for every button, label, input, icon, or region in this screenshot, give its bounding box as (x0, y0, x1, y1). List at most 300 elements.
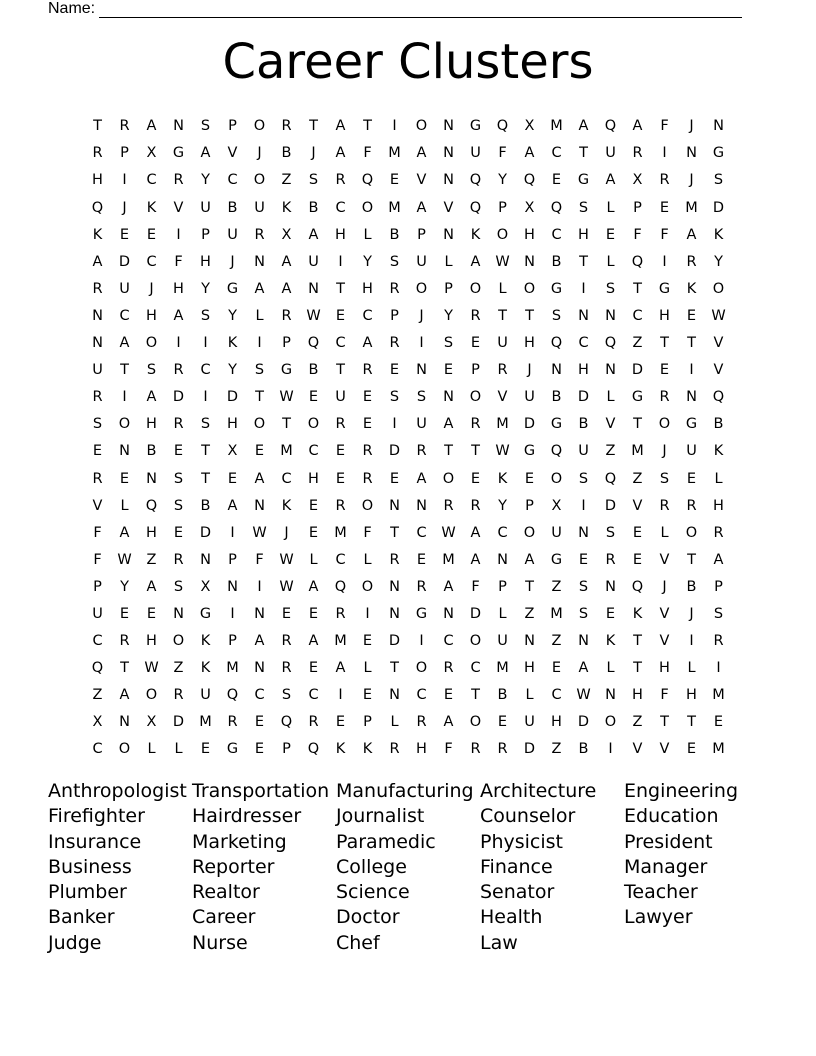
grid-letter[interactable]: U (227, 226, 238, 243)
grid-letter[interactable]: E (524, 470, 535, 487)
grid-letter[interactable]: E (308, 389, 319, 406)
grid-letter[interactable]: O (523, 280, 536, 297)
grid-letter[interactable]: N (200, 551, 211, 568)
grid-letter[interactable]: Z (632, 470, 643, 487)
grid-letter[interactable]: B (281, 145, 292, 162)
grid-letter[interactable]: R (335, 416, 346, 433)
grid-letter[interactable]: N (686, 389, 697, 406)
grid-letter[interactable]: H (173, 280, 184, 297)
grid-letter[interactable]: N (119, 714, 130, 731)
grid-letter[interactable]: Q (550, 335, 563, 352)
grid-letter[interactable]: Z (173, 660, 184, 677)
grid-letter[interactable]: O (253, 118, 266, 135)
grid-letter[interactable]: H (200, 253, 211, 270)
grid-letter[interactable]: H (146, 633, 157, 650)
grid-letter[interactable]: E (335, 470, 346, 487)
grid-letter[interactable]: P (282, 741, 291, 758)
grid-letter[interactable]: R (92, 280, 103, 297)
grid-letter[interactable]: A (416, 199, 427, 216)
grid-letter[interactable]: I (122, 172, 127, 189)
grid-letter[interactable]: G (550, 551, 563, 568)
grid-letter[interactable]: R (605, 551, 616, 568)
grid-letter[interactable]: O (253, 416, 266, 433)
grid-letter[interactable]: N (443, 172, 454, 189)
grid-letter[interactable]: R (281, 307, 292, 324)
grid-letter[interactable]: F (444, 741, 453, 758)
grid-letter[interactable]: E (551, 172, 562, 189)
grid-letter[interactable]: E (659, 199, 670, 216)
grid-letter[interactable]: I (338, 253, 343, 270)
grid-letter[interactable]: R (470, 497, 481, 514)
grid-letter[interactable]: O (118, 741, 131, 758)
grid-letter[interactable]: Q (604, 470, 617, 487)
grid-letter[interactable]: P (228, 551, 237, 568)
grid-letter[interactable]: N (551, 362, 562, 379)
grid-letter[interactable]: U (119, 280, 130, 297)
grid-letter[interactable]: R (335, 605, 346, 622)
grid-letter[interactable]: M (685, 199, 698, 216)
grid-letter[interactable]: L (714, 470, 723, 487)
grid-letter[interactable]: A (470, 524, 481, 541)
grid-letter[interactable]: S (578, 199, 589, 216)
grid-letter[interactable]: N (119, 443, 130, 460)
grid-letter[interactable]: B (713, 416, 724, 433)
grid-letter[interactable]: D (523, 416, 536, 433)
grid-letter[interactable]: R (686, 497, 697, 514)
grid-letter[interactable]: N (713, 118, 724, 135)
grid-letter[interactable]: V (659, 605, 670, 622)
grid-letter[interactable]: L (444, 253, 453, 270)
grid-letter[interactable]: V (497, 389, 508, 406)
grid-letter[interactable]: R (362, 362, 373, 379)
grid-letter[interactable]: C (497, 524, 508, 541)
grid-letter[interactable]: E (254, 443, 265, 460)
grid-letter[interactable]: Z (551, 633, 562, 650)
grid-letter[interactable]: E (362, 687, 373, 704)
grid-letter[interactable]: L (660, 524, 669, 541)
grid-letter[interactable]: A (443, 714, 454, 731)
grid-letter[interactable]: V (173, 199, 184, 216)
grid-letter[interactable]: I (203, 389, 208, 406)
grid-letter[interactable]: G (685, 416, 698, 433)
grid-letter[interactable]: B (200, 497, 211, 514)
grid-letter[interactable]: G (550, 280, 563, 297)
grid-letter[interactable]: D (523, 741, 536, 758)
grid-letter[interactable]: U (524, 389, 535, 406)
grid-letter[interactable]: A (470, 551, 481, 568)
grid-letter[interactable]: N (389, 497, 400, 514)
grid-letter[interactable]: H (686, 687, 697, 704)
grid-letter[interactable]: J (689, 172, 694, 189)
grid-letter[interactable]: Z (524, 605, 535, 622)
grid-letter[interactable]: L (363, 551, 372, 568)
grid-letter[interactable]: K (470, 226, 481, 243)
grid-letter[interactable]: R (119, 633, 130, 650)
grid-letter[interactable]: H (524, 335, 535, 352)
grid-letter[interactable]: T (633, 633, 642, 650)
grid-letter[interactable]: G (226, 280, 239, 297)
grid-letter[interactable]: T (120, 660, 129, 677)
grid-letter[interactable]: B (146, 443, 157, 460)
grid-letter[interactable]: T (660, 335, 669, 352)
grid-letter[interactable]: U (605, 145, 616, 162)
grid-letter[interactable]: S (578, 470, 589, 487)
grid-letter[interactable]: H (632, 687, 643, 704)
grid-letter[interactable]: B (578, 416, 589, 433)
grid-letter[interactable]: C (551, 687, 562, 704)
grid-letter[interactable]: W (306, 307, 321, 324)
grid-letter[interactable]: B (389, 226, 400, 243)
grid-letter[interactable]: T (633, 660, 642, 677)
grid-letter[interactable]: L (363, 660, 372, 677)
grid-letter[interactable]: Q (226, 687, 239, 704)
grid-letter[interactable]: E (659, 362, 670, 379)
grid-letter[interactable]: R (173, 687, 184, 704)
grid-letter[interactable]: A (119, 335, 130, 352)
grid-letter[interactable]: L (147, 741, 156, 758)
grid-letter[interactable]: I (176, 226, 181, 243)
grid-letter[interactable]: N (254, 497, 265, 514)
grid-letter[interactable]: D (172, 389, 185, 406)
grid-letter[interactable]: I (419, 335, 424, 352)
grid-letter[interactable]: S (605, 280, 616, 297)
grid-letter[interactable]: K (281, 199, 292, 216)
grid-letter[interactable]: N (497, 551, 508, 568)
grid-letter[interactable]: D (226, 389, 239, 406)
grid-letter[interactable]: R (335, 172, 346, 189)
grid-letter[interactable]: I (122, 389, 127, 406)
grid-letter[interactable]: A (308, 578, 319, 595)
grid-letter[interactable]: U (335, 389, 346, 406)
grid-letter[interactable]: I (608, 741, 613, 758)
grid-letter[interactable]: B (578, 741, 589, 758)
grid-letter[interactable]: A (416, 145, 427, 162)
grid-letter[interactable]: R (443, 660, 454, 677)
grid-letter[interactable]: J (230, 253, 235, 270)
grid-letter[interactable]: R (362, 443, 373, 460)
grid-letter[interactable]: D (469, 605, 482, 622)
grid-letter[interactable]: U (416, 253, 427, 270)
grid-letter[interactable]: T (525, 307, 534, 324)
grid-letter[interactable]: E (335, 443, 346, 460)
grid-letter[interactable]: N (308, 280, 319, 297)
grid-letter[interactable]: R (659, 389, 670, 406)
grid-letter[interactable]: N (605, 362, 616, 379)
grid-letter[interactable]: I (338, 687, 343, 704)
grid-letter[interactable]: K (362, 741, 373, 758)
grid-letter[interactable]: N (92, 307, 103, 324)
grid-letter[interactable]: A (281, 280, 292, 297)
grid-letter[interactable]: K (497, 470, 508, 487)
grid-letter[interactable]: N (173, 118, 184, 135)
grid-letter[interactable]: G (712, 145, 725, 162)
grid-letter[interactable]: K (281, 497, 292, 514)
grid-letter[interactable]: N (443, 145, 454, 162)
grid-letter[interactable]: E (443, 362, 454, 379)
grid-letter[interactable]: Z (551, 578, 562, 595)
grid-letter[interactable]: N (389, 687, 400, 704)
grid-letter[interactable]: O (415, 280, 428, 297)
grid-letter[interactable]: E (173, 443, 184, 460)
grid-letter[interactable]: W (279, 389, 294, 406)
grid-letter[interactable]: U (551, 524, 562, 541)
grid-letter[interactable]: E (713, 714, 724, 731)
grid-letter[interactable]: F (255, 551, 264, 568)
grid-letter[interactable]: A (92, 253, 103, 270)
grid-letter[interactable]: G (631, 389, 644, 406)
grid-letter[interactable]: T (282, 416, 291, 433)
grid-letter[interactable]: L (606, 253, 615, 270)
grid-letter[interactable]: B (551, 389, 562, 406)
grid-letter[interactable]: F (498, 145, 507, 162)
grid-letter[interactable]: R (92, 470, 103, 487)
grid-letter[interactable]: N (524, 253, 535, 270)
grid-letter[interactable]: T (687, 714, 696, 731)
grid-letter[interactable]: D (388, 443, 401, 460)
grid-letter[interactable]: V (632, 497, 643, 514)
grid-letter[interactable]: N (443, 118, 454, 135)
grid-letter[interactable]: H (578, 362, 589, 379)
grid-letter[interactable]: V (713, 335, 724, 352)
grid-letter[interactable]: G (280, 362, 293, 379)
grid-letter[interactable]: N (173, 605, 184, 622)
grid-letter[interactable]: E (470, 470, 481, 487)
grid-letter[interactable]: M (550, 605, 563, 622)
grid-letter[interactable]: I (230, 524, 235, 541)
grid-letter[interactable]: X (632, 172, 643, 189)
grid-letter[interactable]: C (146, 172, 157, 189)
grid-letter[interactable]: D (577, 714, 590, 731)
grid-letter[interactable]: G (658, 280, 671, 297)
grid-letter[interactable]: R (92, 145, 103, 162)
grid-letter[interactable]: T (336, 362, 345, 379)
grid-letter[interactable]: T (255, 389, 264, 406)
grid-letter[interactable]: K (146, 199, 157, 216)
grid-letter[interactable]: O (253, 172, 266, 189)
grid-letter[interactable]: A (119, 687, 130, 704)
grid-letter[interactable]: U (497, 335, 508, 352)
grid-letter[interactable]: E (308, 660, 319, 677)
grid-letter[interactable]: O (361, 199, 374, 216)
grid-letter[interactable]: S (254, 362, 265, 379)
grid-letter[interactable]: N (389, 578, 400, 595)
grid-letter[interactable]: S (146, 362, 157, 379)
grid-letter[interactable]: C (578, 335, 589, 352)
grid-letter[interactable]: K (200, 660, 211, 677)
grid-letter[interactable]: K (200, 633, 211, 650)
grid-letter[interactable]: C (335, 335, 346, 352)
grid-letter[interactable]: I (257, 335, 262, 352)
grid-letter[interactable]: Q (361, 172, 374, 189)
grid-letter[interactable]: H (713, 497, 724, 514)
grid-letter[interactable]: N (605, 307, 616, 324)
grid-letter[interactable]: C (632, 307, 643, 324)
grid-letter[interactable]: T (579, 253, 588, 270)
grid-letter[interactable]: O (172, 633, 185, 650)
grid-letter[interactable]: R (281, 660, 292, 677)
grid-letter[interactable]: E (443, 687, 454, 704)
grid-letter[interactable]: Q (496, 118, 509, 135)
grid-letter[interactable]: N (146, 470, 157, 487)
grid-letter[interactable]: S (605, 524, 616, 541)
grid-letter[interactable]: A (605, 172, 616, 189)
grid-letter[interactable]: E (254, 714, 265, 731)
grid-letter[interactable]: E (632, 551, 643, 568)
grid-letter[interactable]: K (632, 605, 643, 622)
grid-letter[interactable]: E (119, 226, 130, 243)
grid-letter[interactable]: E (146, 605, 157, 622)
grid-letter[interactable]: D (604, 497, 617, 514)
grid-letter[interactable]: I (257, 578, 262, 595)
grid-letter[interactable]: G (550, 416, 563, 433)
grid-letter[interactable]: I (581, 280, 586, 297)
grid-letter[interactable]: C (308, 687, 319, 704)
grid-letter[interactable]: S (713, 605, 724, 622)
grid-letter[interactable]: Q (91, 199, 104, 216)
grid-letter[interactable]: E (335, 714, 346, 731)
grid-letter[interactable]: C (146, 253, 157, 270)
grid-letter[interactable]: I (662, 253, 667, 270)
grid-letter[interactable]: M (334, 524, 347, 541)
grid-letter[interactable]: X (92, 714, 103, 731)
grid-letter[interactable]: L (525, 687, 534, 704)
grid-letter[interactable]: A (362, 335, 373, 352)
grid-letter[interactable]: Q (469, 199, 482, 216)
grid-letter[interactable]: V (416, 172, 427, 189)
grid-letter[interactable]: H (659, 660, 670, 677)
grid-letter[interactable]: J (662, 443, 667, 460)
grid-letter[interactable]: T (687, 551, 696, 568)
grid-letter[interactable]: E (200, 741, 211, 758)
grid-letter[interactable]: O (523, 524, 536, 541)
grid-letter[interactable]: S (200, 118, 211, 135)
grid-letter[interactable]: E (146, 226, 157, 243)
grid-letter[interactable]: H (146, 416, 157, 433)
grid-letter[interactable]: E (605, 605, 616, 622)
grid-letter[interactable]: H (416, 741, 427, 758)
grid-letter[interactable]: R (659, 497, 670, 514)
grid-letter[interactable]: U (578, 443, 589, 460)
grid-letter[interactable]: I (689, 362, 694, 379)
grid-letter[interactable]: Z (146, 551, 157, 568)
grid-letter[interactable]: X (524, 118, 535, 135)
grid-letter[interactable]: F (174, 253, 183, 270)
grid-letter[interactable]: U (254, 199, 265, 216)
grid-letter[interactable]: E (308, 605, 319, 622)
grid-letter[interactable]: I (716, 660, 721, 677)
grid-letter[interactable]: I (662, 145, 667, 162)
grid-letter[interactable]: E (362, 416, 373, 433)
name-field[interactable] (48, 0, 742, 18)
grid-letter[interactable]: S (416, 389, 427, 406)
grid-letter[interactable]: G (172, 145, 185, 162)
grid-letter[interactable]: P (417, 226, 426, 243)
grid-letter[interactable]: J (311, 145, 316, 162)
grid-letter[interactable]: H (551, 714, 562, 731)
grid-letter[interactable]: S (173, 470, 184, 487)
grid-letter[interactable]: N (578, 524, 589, 541)
grid-letter[interactable]: M (550, 118, 563, 135)
grid-letter[interactable]: G (469, 118, 482, 135)
grid-letter[interactable]: W (576, 687, 591, 704)
grid-letter[interactable]: T (309, 118, 318, 135)
grid-letter[interactable]: O (469, 633, 482, 650)
grid-letter[interactable]: N (389, 605, 400, 622)
grid-letter[interactable]: A (254, 280, 265, 297)
grid-letter[interactable]: T (633, 416, 642, 433)
grid-letter[interactable]: X (200, 578, 211, 595)
grid-letter[interactable]: R (389, 741, 400, 758)
grid-letter[interactable]: J (527, 362, 532, 379)
grid-letter[interactable]: C (227, 172, 238, 189)
grid-letter[interactable]: C (416, 524, 427, 541)
grid-letter[interactable]: A (578, 660, 589, 677)
grid-letter[interactable]: J (122, 199, 127, 216)
grid-letter[interactable]: B (551, 253, 562, 270)
grid-letter[interactable]: R (416, 714, 427, 731)
grid-letter[interactable]: P (471, 362, 480, 379)
grid-letter[interactable]: D (172, 714, 185, 731)
grid-letter[interactable]: C (362, 307, 373, 324)
grid-letter[interactable]: K (686, 280, 697, 297)
grid-letter[interactable]: T (660, 714, 669, 731)
grid-letter[interactable]: W (144, 660, 159, 677)
grid-letter[interactable]: E (551, 660, 562, 677)
grid-letter[interactable]: N (254, 605, 265, 622)
grid-letter[interactable]: I (689, 633, 694, 650)
grid-letter[interactable]: A (146, 118, 157, 135)
grid-letter[interactable]: P (93, 578, 102, 595)
grid-letter[interactable]: R (227, 714, 238, 731)
grid-letter[interactable]: A (470, 253, 481, 270)
grid-letter[interactable]: S (281, 687, 292, 704)
grid-letter[interactable]: R (173, 551, 184, 568)
grid-letter[interactable]: P (282, 335, 291, 352)
grid-letter[interactable]: D (631, 362, 644, 379)
grid-letter[interactable]: W (441, 524, 456, 541)
grid-letter[interactable]: F (363, 524, 372, 541)
grid-letter[interactable]: A (416, 470, 427, 487)
grid-letter[interactable]: C (254, 687, 265, 704)
grid-letter[interactable]: R (335, 497, 346, 514)
grid-letter[interactable]: Q (334, 578, 347, 595)
grid-letter[interactable]: O (307, 416, 320, 433)
grid-letter[interactable]: I (581, 497, 586, 514)
grid-letter[interactable]: T (390, 524, 399, 541)
grid-letter[interactable]: Z (92, 687, 103, 704)
grid-letter[interactable]: M (712, 687, 725, 704)
grid-letter[interactable]: B (308, 199, 319, 216)
grid-letter[interactable]: G (415, 605, 428, 622)
grid-letter[interactable]: P (714, 578, 723, 595)
grid-letter[interactable]: L (309, 551, 318, 568)
grid-letter[interactable]: T (444, 443, 453, 460)
grid-letter[interactable]: E (281, 605, 292, 622)
grid-letter[interactable]: F (660, 226, 669, 243)
grid-letter[interactable]: M (496, 660, 509, 677)
grid-letter[interactable]: N (605, 687, 616, 704)
grid-letter[interactable]: R (389, 280, 400, 297)
grid-letter[interactable]: K (227, 335, 238, 352)
grid-letter[interactable]: O (361, 578, 374, 595)
grid-letter[interactable]: H (146, 524, 157, 541)
grid-letter[interactable]: C (551, 226, 562, 243)
grid-letter[interactable]: S (389, 253, 400, 270)
grid-letter[interactable]: X (524, 199, 535, 216)
grid-letter[interactable]: R (389, 335, 400, 352)
grid-letter[interactable]: R (632, 145, 643, 162)
grid-letter[interactable]: M (712, 741, 725, 758)
